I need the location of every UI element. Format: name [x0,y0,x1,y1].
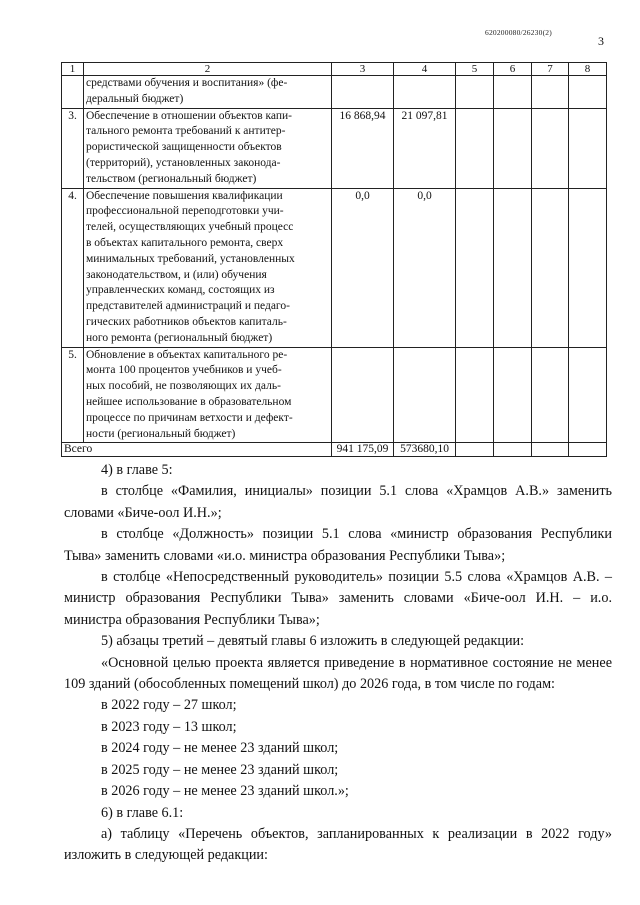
row-value-col3 [332,347,394,443]
empty-cell [494,76,532,109]
row-number: 4. [62,188,84,347]
column-header: 1 [62,63,84,76]
column-header: 5 [456,63,494,76]
row-value-col4: 0,0 [394,188,456,347]
row-number: 5. [62,347,84,443]
empty-cell [494,347,532,443]
list-item-year: в 2025 году – не менее 23 зданий школ; [101,761,339,778]
empty-cell [494,188,532,347]
table-row [62,188,607,347]
row-description: средствами обучения и воспитания» (фе- деральный бюджет) [84,76,332,109]
table-total-row [62,443,607,457]
empty-cell [456,76,494,109]
empty-cell [532,443,569,457]
empty-cell [494,443,532,457]
empty-cell [569,76,607,109]
paragraph-chapter6-1: 6) в главе 6.1: [101,804,184,821]
paragraph-surname-change: в столбце «Фамилия, инициалы» позиции 5.1 слова «Храмцов А.В.» заменить словами «Биче-оол И.Н.»; [64,483,612,521]
empty-cell [569,347,607,443]
row-number: 3. [62,108,84,188]
total-value-col3: 941 175,09 [332,443,394,457]
paragraph-main-goal: «Основной целью проекта является приведение в нормативное состояние не менее 109 зданий (обособленных помещений школ) до 2026 года, в том числе по годам: [64,654,612,693]
empty-cell [532,76,569,109]
list-item-year: в 2023 году – 13 школ; [101,718,237,735]
empty-cell [532,188,569,347]
empty-cell [456,347,494,443]
column-header: 7 [532,63,569,76]
empty-cell [456,108,494,188]
column-header: 3 [332,63,394,76]
paragraph-supervisor-change: в столбце «Непосредственный руководитель» позиции 5.5 слова «Храмцов А.В. – министр образования Республики Тыва» заменить словами «Биче-оол И.Н. – и.о. министра образования Республики Тыва»; [64,569,612,628]
row-description: Обеспечение повышения квалификации профессиональной переподготовки учи- телей, осуществляющих учебный процесс в объектах капитального ремонта, сверх минимальных требований, установленных законодательством, и (или) обучения управленческих команд, состоящих из представителей администраций и педаго- гических работников объектов капиталь- ного ремонта (региональный бюджет) [84,188,332,347]
table-row [62,347,607,443]
column-header: 2 [84,63,332,76]
paragraph-chapter5: 4) в главе 5: [101,462,173,478]
paragraph-table-replace: а) таблицу «Перечень объектов, запланированных к реализации в 2022 году» изложить в следующей редакции: [64,825,612,864]
document-code: 620200080/26230(2) [485,28,552,37]
empty-cell [532,108,569,188]
empty-cell [532,347,569,443]
column-header: 8 [569,63,607,76]
list-item-year: в 2024 году – не менее 23 зданий школ; [101,740,339,757]
row-value-col4 [394,347,456,443]
empty-cell [569,443,607,457]
budget-table [61,62,607,457]
row-description: Обеспечение в отношении объектов капи- тального ремонта требований к антитер- рористической защищенности объектов (территорий), установленных законода- тельством (региональный бюджет) [84,108,332,188]
table-row [62,76,607,109]
list-item-year: в 2026 году – не менее 23 зданий школ.»; [101,783,349,800]
table-row [62,108,607,188]
list-item-year: в 2022 году – 27 школ; [101,697,237,714]
empty-cell [569,188,607,347]
row-value-col3 [332,76,394,109]
column-header: 6 [494,63,532,76]
empty-cell [494,108,532,188]
table-header-row [62,63,607,76]
row-value-col4: 21 097,81 [394,108,456,188]
amendments-text [64,460,612,867]
row-number [62,76,84,109]
page-number: 3 [598,34,604,48]
column-header: 4 [394,63,456,76]
empty-cell [456,188,494,347]
row-value-col3: 16 868,94 [332,108,394,188]
empty-cell [456,443,494,457]
paragraph-chapter6: 5) абзацы третий – девятый главы 6 изложить в следующей редакции: [101,633,525,650]
total-label: Всего [62,443,332,457]
row-value-col3: 0,0 [332,188,394,347]
total-value-col4: 573680,10 [394,443,456,457]
empty-cell [569,108,607,188]
paragraph-position-change: в столбце «Должность» позиции 5.1 слова «министр образования Республики Тыва» заменить словами «и.о. министра образования Республики Тыва»; [64,526,612,564]
row-description: Обновление в объектах капитального ре- монта 100 процентов учебников и учеб- ных пособий, не позволяющих их даль- нейшее использование в образовательном процессе по причинам ветхости и дефект- ности (региональный бюджет) [84,347,332,443]
row-value-col4 [394,76,456,109]
